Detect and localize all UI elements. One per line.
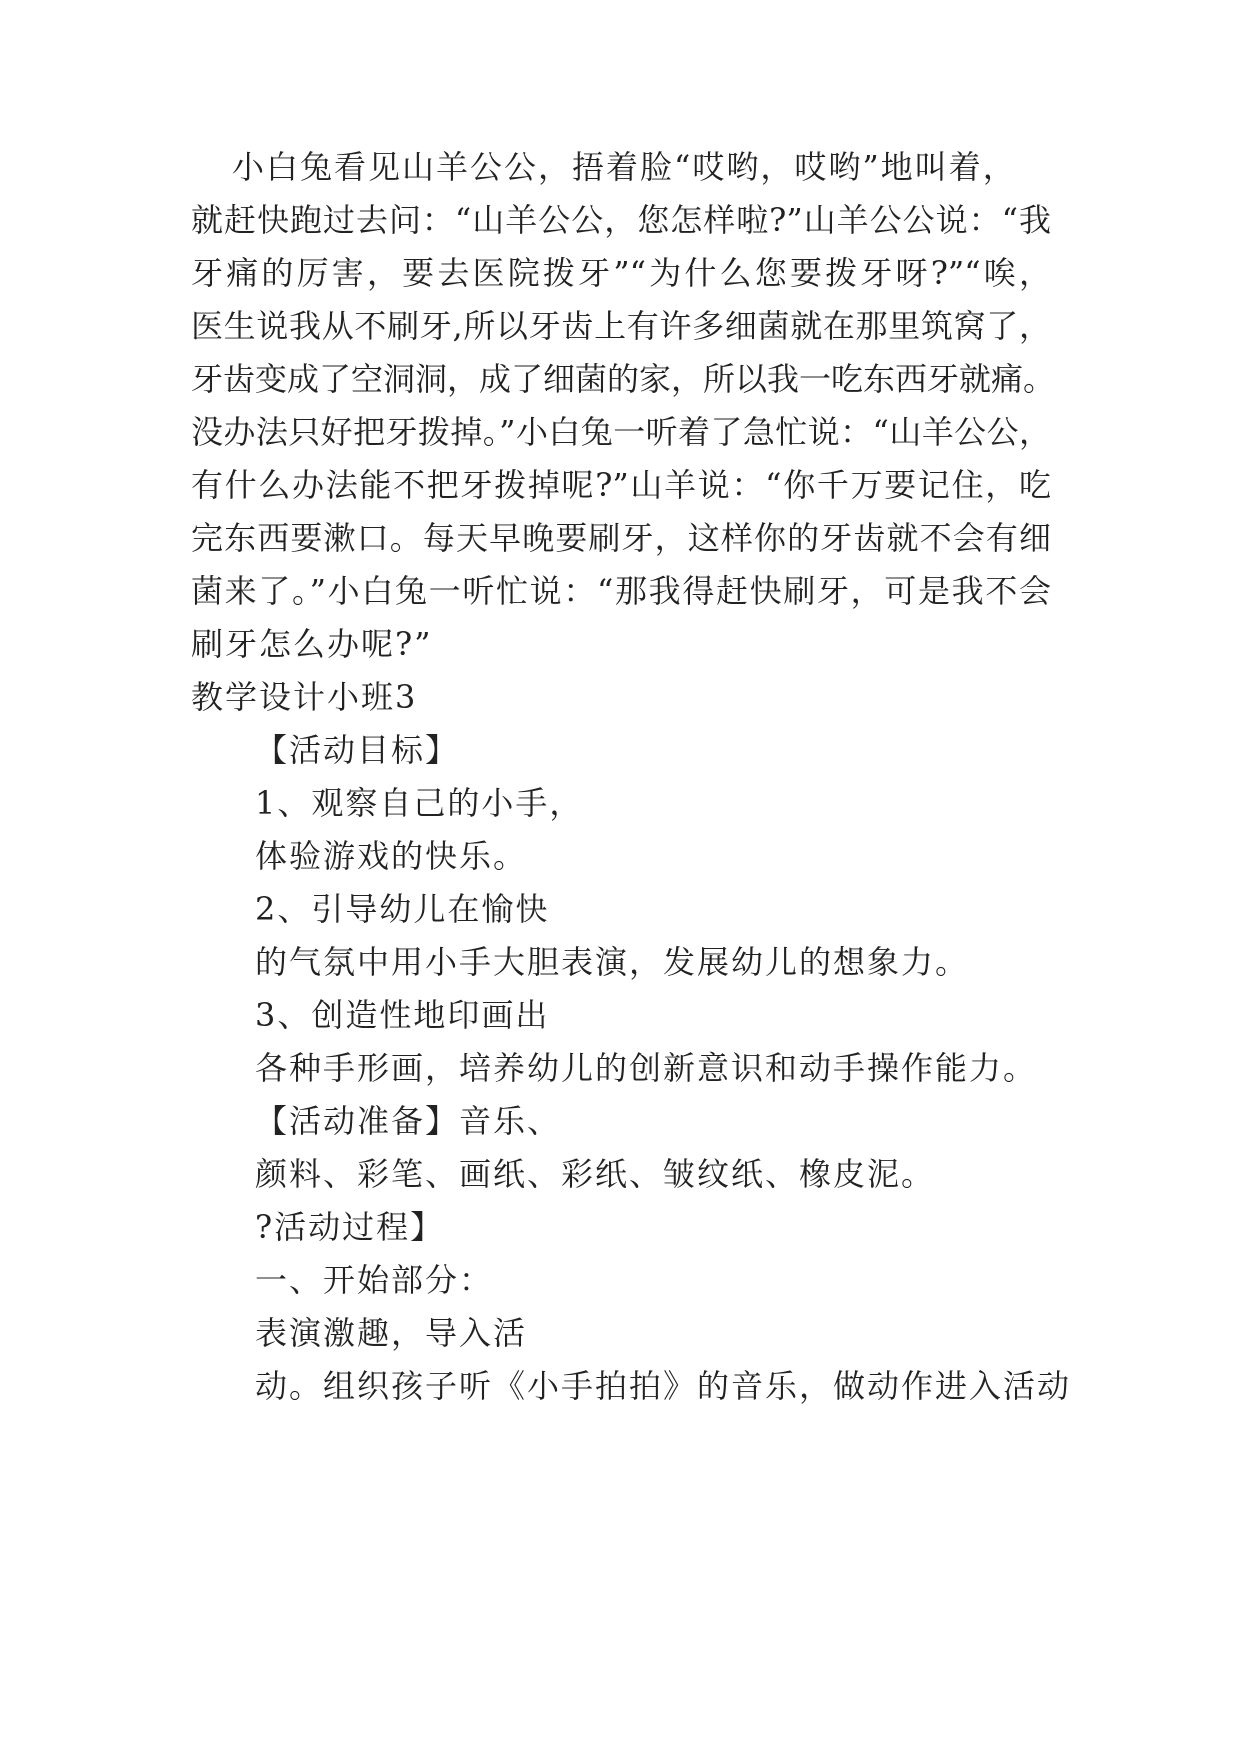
section-title: 教学设计小班3 [191,678,418,716]
story-line-8: 完东西要漱口。每天早晚要刷牙，这样你的牙齿就不会有细 [191,519,1051,557]
part-one-heading: 一、开始部分： [255,1261,494,1299]
part-one-line-1: 表演激趣，导入活 [255,1314,528,1352]
goal-2-line-2: 的气氛中用小手大胆表演，发展幼儿的想象力。 [255,943,970,981]
process-heading: ?活动过程】 [255,1208,445,1246]
story-line-6: 没办法只好把牙拨掉。”小白兔一听着了急忙说：“山羊公公， [191,413,1051,451]
goal-1-line-1: 1、观察自己的小手， [255,784,584,822]
story-line-7: 有什么办法能不把牙拨掉呢?”山羊说：“你千万要记住，吃 [191,466,1051,504]
goal-1-line-2: 体验游戏的快乐。 [255,837,528,875]
story-line-5: 牙齿变成了空洞洞，成了细菌的家，所以我一吃东西牙就痛。 [191,360,1056,398]
preparation-materials: 颜料、彩笔、画纸、彩纸、皱纹纸、橡皮泥。 [255,1155,936,1193]
story-line-2: 就赶快跑过去问：“山羊公公，您怎样啦?”山羊公公说：“我 [191,201,1051,239]
goal-3-line-2: 各种手形画，培养幼儿的创新意识和动手操作能力。 [255,1049,1038,1087]
goal-3-line-1: 3、创造性地印画出 [255,996,550,1034]
story-line-4: 医生说我从不刷牙,所以牙齿上有许多细菌就在那里筑窝了， [191,307,1051,345]
story-line-10: 刷牙怎么办呢?” [191,625,433,663]
preparation-heading: 【活动准备】音乐、 [255,1102,562,1140]
activity-goals-heading: 【活动目标】 [255,731,460,769]
story-line-1: 小白兔看见山羊公公，捂着脸“哎哟，哎哟”地叫着， [232,148,1017,186]
story-line-3: 牙痛的厉害，要去医院拨牙”“为什么您要拨牙呀?”“唉， [191,254,1051,292]
story-line-9: 菌来了。”小白兔一听忙说：“那我得赶快刷牙，可是我不会 [191,572,1051,610]
goal-2-line-1: 2、引导幼儿在愉快 [255,890,550,928]
part-one-line-2: 动。组织孩子听《小手拍拍》的音乐，做动作进入活动 [255,1367,1072,1405]
